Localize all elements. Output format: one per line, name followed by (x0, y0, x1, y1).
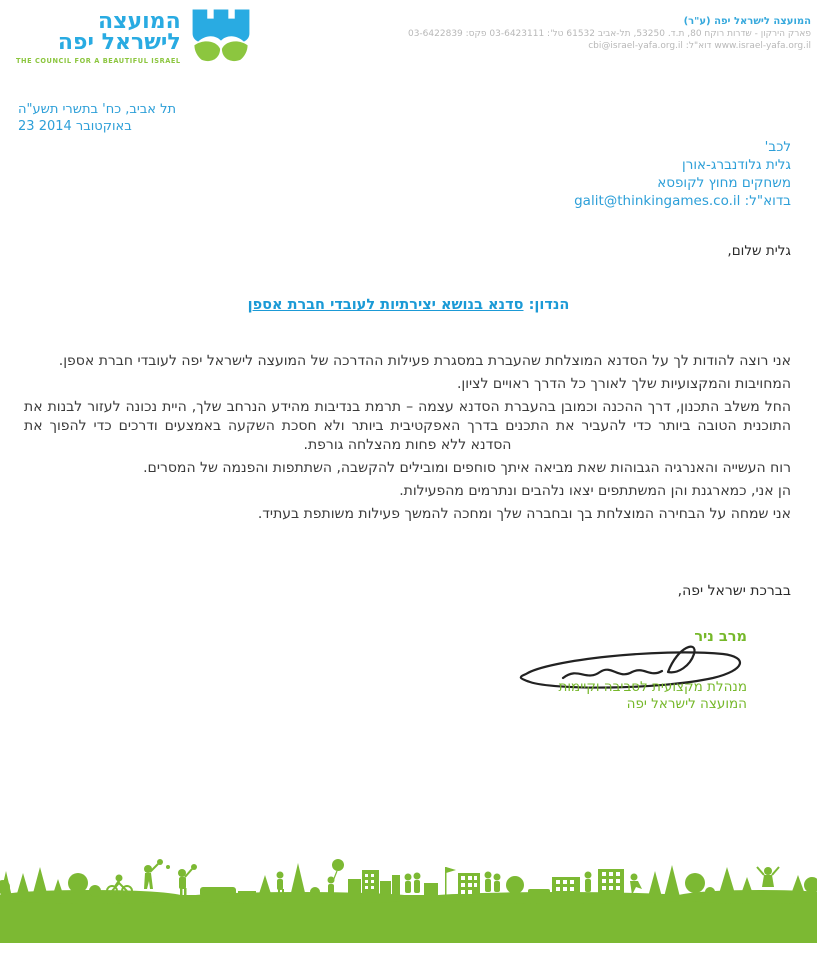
signature-block (457, 628, 747, 713)
letter-body (24, 352, 791, 528)
body-paragraph: הן אני, כמארגנת והן המשתתפים יצאו נלהבים ונתרמים מהפעילות. (399, 483, 791, 499)
greeting-line: גלית שלום, (727, 243, 791, 259)
letterhead-web-email-line: www.israel-yafa.org.il דוא"ל: cbi@israel-yafa.org.il (588, 41, 811, 51)
signer-title-org: המועצה לישראל יפה (626, 696, 747, 712)
recipient-salutation: לכב' (764, 139, 791, 155)
recipient-email-line: בדוא"ל: galit@thinkingames.co.il (574, 193, 791, 209)
org-logo-tagline: THE COUNCIL FOR A BEAUTIFUL ISRAEL (16, 57, 181, 65)
recipient-company: משחקים מחוץ לקופסא (657, 175, 791, 191)
letter-date-gregorian: 23 באוקטובר 2014 (18, 119, 132, 134)
subject-text: סדנא בנושא יצירתיות לעובדי חברת אספן (247, 297, 524, 313)
body-paragraph: החל משלב התכנון, דרך ההכנה וכמובן בהעברת הסדנא עצמה – תרמת בנדיבות מהידע הנרחב שלך, היית נכונה לעזור לבנות את התוכנית הטובה ביותר כדי להעביר את התכנים בדרך האפקטיבית ביותר ולא חסכת השקעה באמצעים ודרכים כדי להפוך את הסדנא ללא פחות מהצלחה גורפת. (24, 399, 791, 453)
castle-leaf-logo-icon (188, 8, 254, 66)
body-paragraph: רוח העשייה והאנרגיה הגבוהות שאת מביאה איתך סוחפים ומובילים להקשבה, השתתפות והפנמה של המסרים. (143, 460, 791, 476)
footer-skyline-illustration (0, 857, 817, 943)
signer-titles (457, 679, 747, 713)
subject-label: הנדון: (528, 297, 570, 313)
signer-title-role: מנהלת מקצועית לסביבה וקיימות (558, 679, 747, 695)
body-paragraph: אני שמחה על הבחירה המוצלחת בך ובחברה שלך ומחכה להמשך פעילות משותפת בעתיד. (257, 506, 791, 522)
body-paragraph: המחויבות והמקצועיות שלך לאורך כל הדרך ראויים לציון. (456, 376, 791, 392)
org-logo (16, 8, 254, 66)
recipient-block (574, 138, 791, 210)
letterhead-org-name: המועצה לישראל יפה (ע"ר) (683, 16, 811, 27)
org-logo-title-line1: המועצה (97, 9, 181, 34)
letterhead-contact (408, 15, 811, 52)
org-logo-wordmark (16, 11, 181, 65)
org-logo-title-line2: לישראל יפה (57, 30, 181, 55)
body-paragraph: אני רוצה להודות לך על הסדנא המוצלחת שהעברת במסגרת פעילות ההדרכה של המועצה לישראל יפה לעובדי חברת אספן. (58, 353, 791, 369)
letterhead-address-line: פארק הירקון - שדרות רוקח 80, ת.ד. 53250, תל-אביב 61532 טל': 03-6423111 פקס: 03-6422839 (407, 29, 811, 39)
subject-line (0, 297, 817, 313)
recipient-name: גלית גלודנברג-אורן (682, 157, 791, 173)
signer-name: מרב ניר (694, 629, 747, 645)
letter-date (18, 101, 176, 135)
letter-date-hebrew: תל אביב, כח' בתשרי תשע"ה (18, 102, 177, 117)
closing-line: בברכת ישראל יפה, (677, 583, 791, 599)
